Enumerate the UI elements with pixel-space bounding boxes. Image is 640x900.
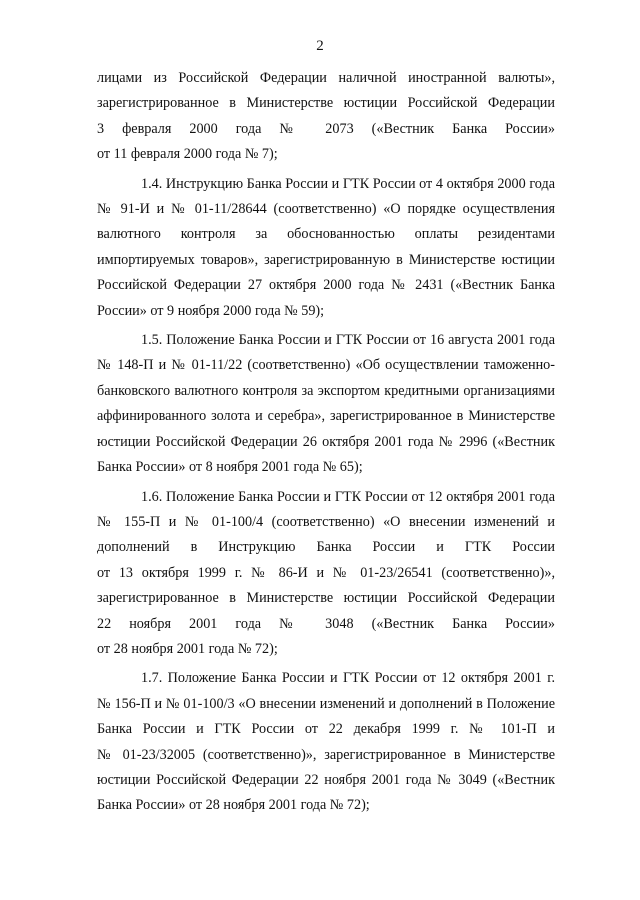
text-line: импортируемых товаров», зарегистрированную в Министерстве юстиции <box>97 251 555 268</box>
text-line: лицами из Российской Федерации наличной иностранной валюты», <box>97 70 555 86</box>
paragraph-1-7 <box>97 666 555 818</box>
page-number: 2 <box>316 38 324 54</box>
text-line: 3 февраля 2000 года № 2073 («Вестник Банка России» <box>97 120 555 137</box>
text-line: юстиции Российской Федерации 22 ноября 2001 года № 3049 («Вестник <box>97 771 555 788</box>
text-line: № 01-23/32005 (соответственно)», зарегистрированное в Министерстве <box>97 746 555 763</box>
document-body <box>97 66 555 819</box>
text-line: № 91-И и № 01-11/28644 (соответственно) «О порядке осуществления <box>97 201 555 218</box>
text-line: Банка России» от 28 ноября 2001 года № 72); <box>97 797 370 814</box>
text-line: от 13 октября 1999 г. № 86-И и № 01-23/26541 (соответственно)», <box>97 564 555 581</box>
text-line: дополнений в Инструкцию Банка России и ГТК России <box>97 539 555 556</box>
text-line: банковского валютного контроля за экспортом кредитными организациями <box>97 382 555 399</box>
paragraph-continuation <box>97 66 555 168</box>
text-line: России» от 9 ноября 2000 года № 59); <box>97 302 325 319</box>
text-line: аффинированного золота и серебра», зарегистрированное в Министерстве <box>97 408 555 425</box>
text-line: № 156-П и № 01-100/3 «О внесении изменений и дополнений в Положение <box>97 695 555 712</box>
text-line: № 148-П и № 01-11/22 (соответственно) «Об осуществлении таможенно- <box>97 357 555 374</box>
text-line: 1.7. Положение Банка России и ГТК России от 12 октября 2001 г. <box>141 670 555 687</box>
text-line: Банка России» от 8 ноября 2001 года № 65); <box>97 459 363 476</box>
paragraph-1-5 <box>97 328 555 480</box>
text-line: 1.4. Инструкцию Банка России и ГТК России от 4 октября 2000 года <box>141 175 555 192</box>
text-line: Банка России и ГТК России от 22 декабря 1999 г. № 101-П и <box>97 721 555 738</box>
text-line: 1.5. Положение Банка России и ГТК России от 16 августа 2001 года <box>141 332 555 349</box>
text-line: № 155-П и № 01-100/4 (соответственно) «О внесении изменений и <box>97 513 555 530</box>
text-line: зарегистрированное в Министерстве юстиции Российской Федерации <box>97 95 555 112</box>
text-line: от 28 ноября 2001 года № 72); <box>97 640 278 657</box>
text-line: валютного контроля за обоснованностью оплаты резидентами <box>97 226 555 243</box>
text-line: Российской Федерации 27 октября 2000 года № 2431 («Вестник Банка <box>97 277 555 294</box>
paragraph-1-4 <box>97 172 555 324</box>
text-line: 22 ноября 2001 года № 3048 («Вестник Банка России» <box>97 615 555 632</box>
text-line: зарегистрированное в Министерстве юстиции Российской Федерации <box>97 590 555 607</box>
text-line: 1.6. Положение Банка России и ГТК России от 12 октября 2001 года <box>141 488 555 505</box>
text-line: юстиции Российской Федерации 26 октября 2001 года № 2996 («Вестник <box>97 433 555 450</box>
paragraph-1-6 <box>97 485 555 663</box>
text-line: от 11 февраля 2000 года № 7); <box>97 146 278 163</box>
